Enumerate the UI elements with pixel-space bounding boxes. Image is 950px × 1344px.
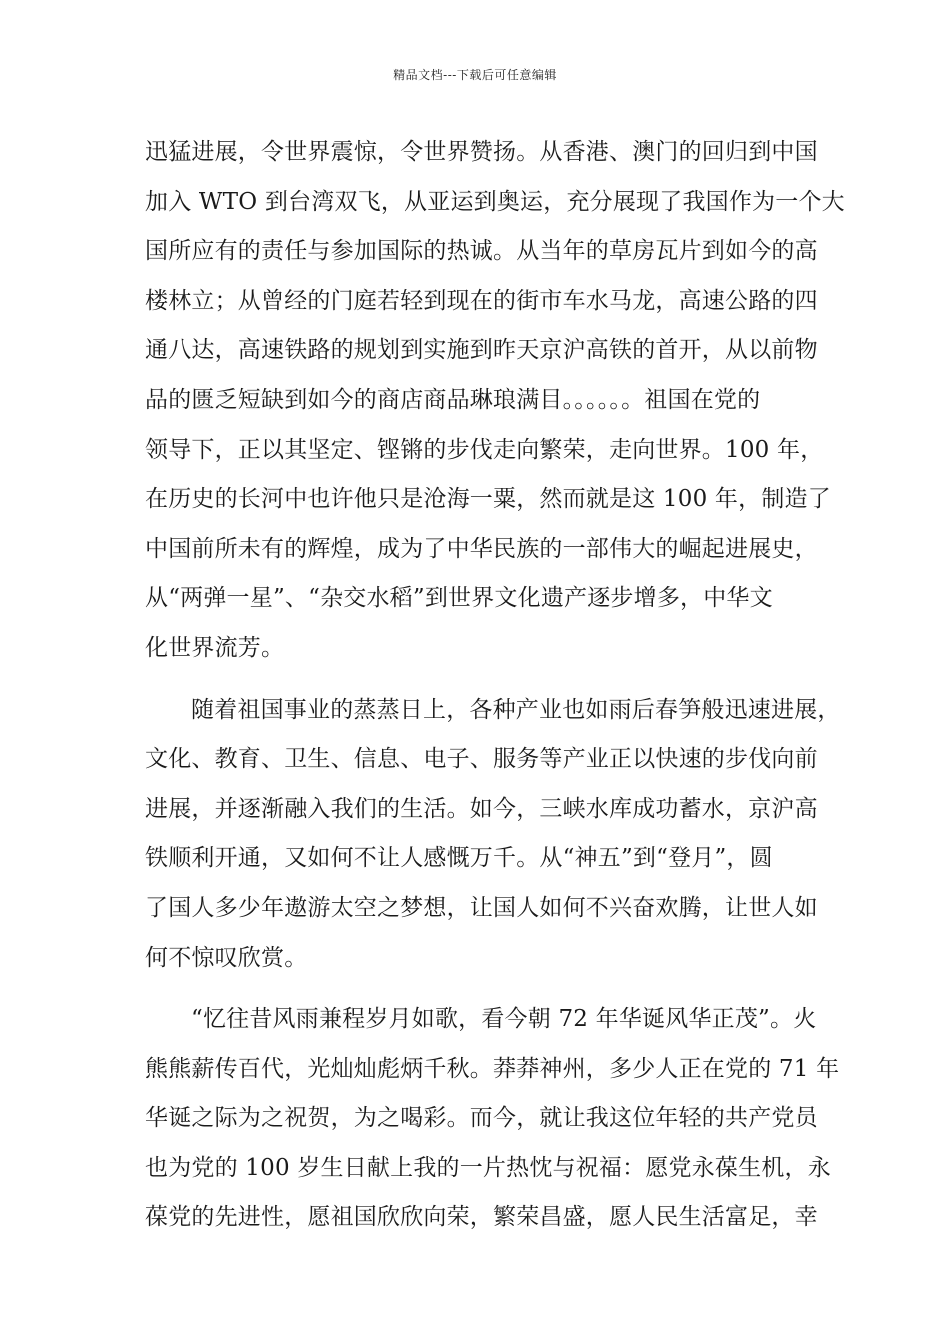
- paragraph-1: [145, 128, 845, 674]
- text-line: 也为党的 100 岁生日献上我的一片热忱与祝福：愿党永葆生机，永: [145, 1154, 831, 1181]
- paragraph-2: [145, 686, 841, 984]
- text-line: 品的匮乏短缺到如今的商店商品琳琅满目。。。。。。祖国在党的: [145, 386, 761, 413]
- text-line: 铁顺利开通，又如何不让人感慨万千。从“神五”到“登月”，圆: [145, 845, 773, 872]
- text-line: 国所应有的责任与参加国际的热诚。从当年的草房瓦片到如今的高: [145, 238, 818, 265]
- text-line: 在历史的长河中也许他只是沧海一粟，然而就是这 100 年，制造了: [145, 486, 831, 513]
- text-line: “忆往昔风雨兼程岁月如歌，看今朝 72 年华诞风华正茂”。火: [191, 1006, 817, 1033]
- text-line: 通八达，高速铁路的规划到实施到昨天京沪高铁的首开，从以前物: [145, 337, 818, 364]
- text-line: 熊熊薪传百代，光灿灿彪炳千秋。莽莽神州，多少人正在党的 71 年: [145, 1055, 840, 1082]
- page-header: 精品文档---下载后可任意编辑: [393, 68, 557, 82]
- paragraph-3: [145, 995, 840, 1243]
- text-line: 加入 WTO 到台湾双飞，从亚运到奥运，充分展现了我国作为一个大: [145, 188, 845, 215]
- document-body: [145, 128, 845, 1243]
- text-line: 随着祖国事业的蒸蒸日上，各种产业也如雨后春笋般迅速进展，: [191, 696, 841, 723]
- text-line: 进展，并逐渐融入我们的生活。如今，三峡水库成功蓄水，京沪高: [145, 795, 818, 822]
- text-line: 迅猛进展，令世界震惊，令世界赞扬。从香港、澳门的回归到中国: [145, 139, 818, 165]
- text-line: 领导下，正以其坚定、铿锵的步伐走向繁荣，走向世界。100 年，: [145, 436, 824, 463]
- text-line: 中国前所未有的辉煌，成为了中华民族的一部伟大的崛起进展史，: [145, 535, 818, 562]
- text-line: 楼林立；从曾经的门庭若轻到现在的街市车水马龙，高速公路的四: [145, 287, 818, 314]
- text-line: 从“两弹一星”、“杂交水稻”到世界文化遗产逐步增多，中华文: [145, 585, 773, 612]
- text-line: 何不惊叹欣赏。: [145, 944, 308, 971]
- text-line: 了国人多少年遨游太空之梦想，让国人如何不兴奋欢腾，让世人如: [145, 894, 818, 921]
- text-line: 化世界流芳。: [145, 634, 285, 661]
- text-line: 华诞之际为之祝贺，为之喝彩。而今，就让我这位年轻的共产党员: [145, 1105, 818, 1132]
- text-line: 文化、教育、卫生、信息、电子、服务等产业正以快速的步伐向前: [145, 746, 818, 773]
- text-line: 葆党的先进性，愿祖国欣欣向荣，繁荣昌盛，愿人民生活富足，幸: [145, 1204, 818, 1231]
